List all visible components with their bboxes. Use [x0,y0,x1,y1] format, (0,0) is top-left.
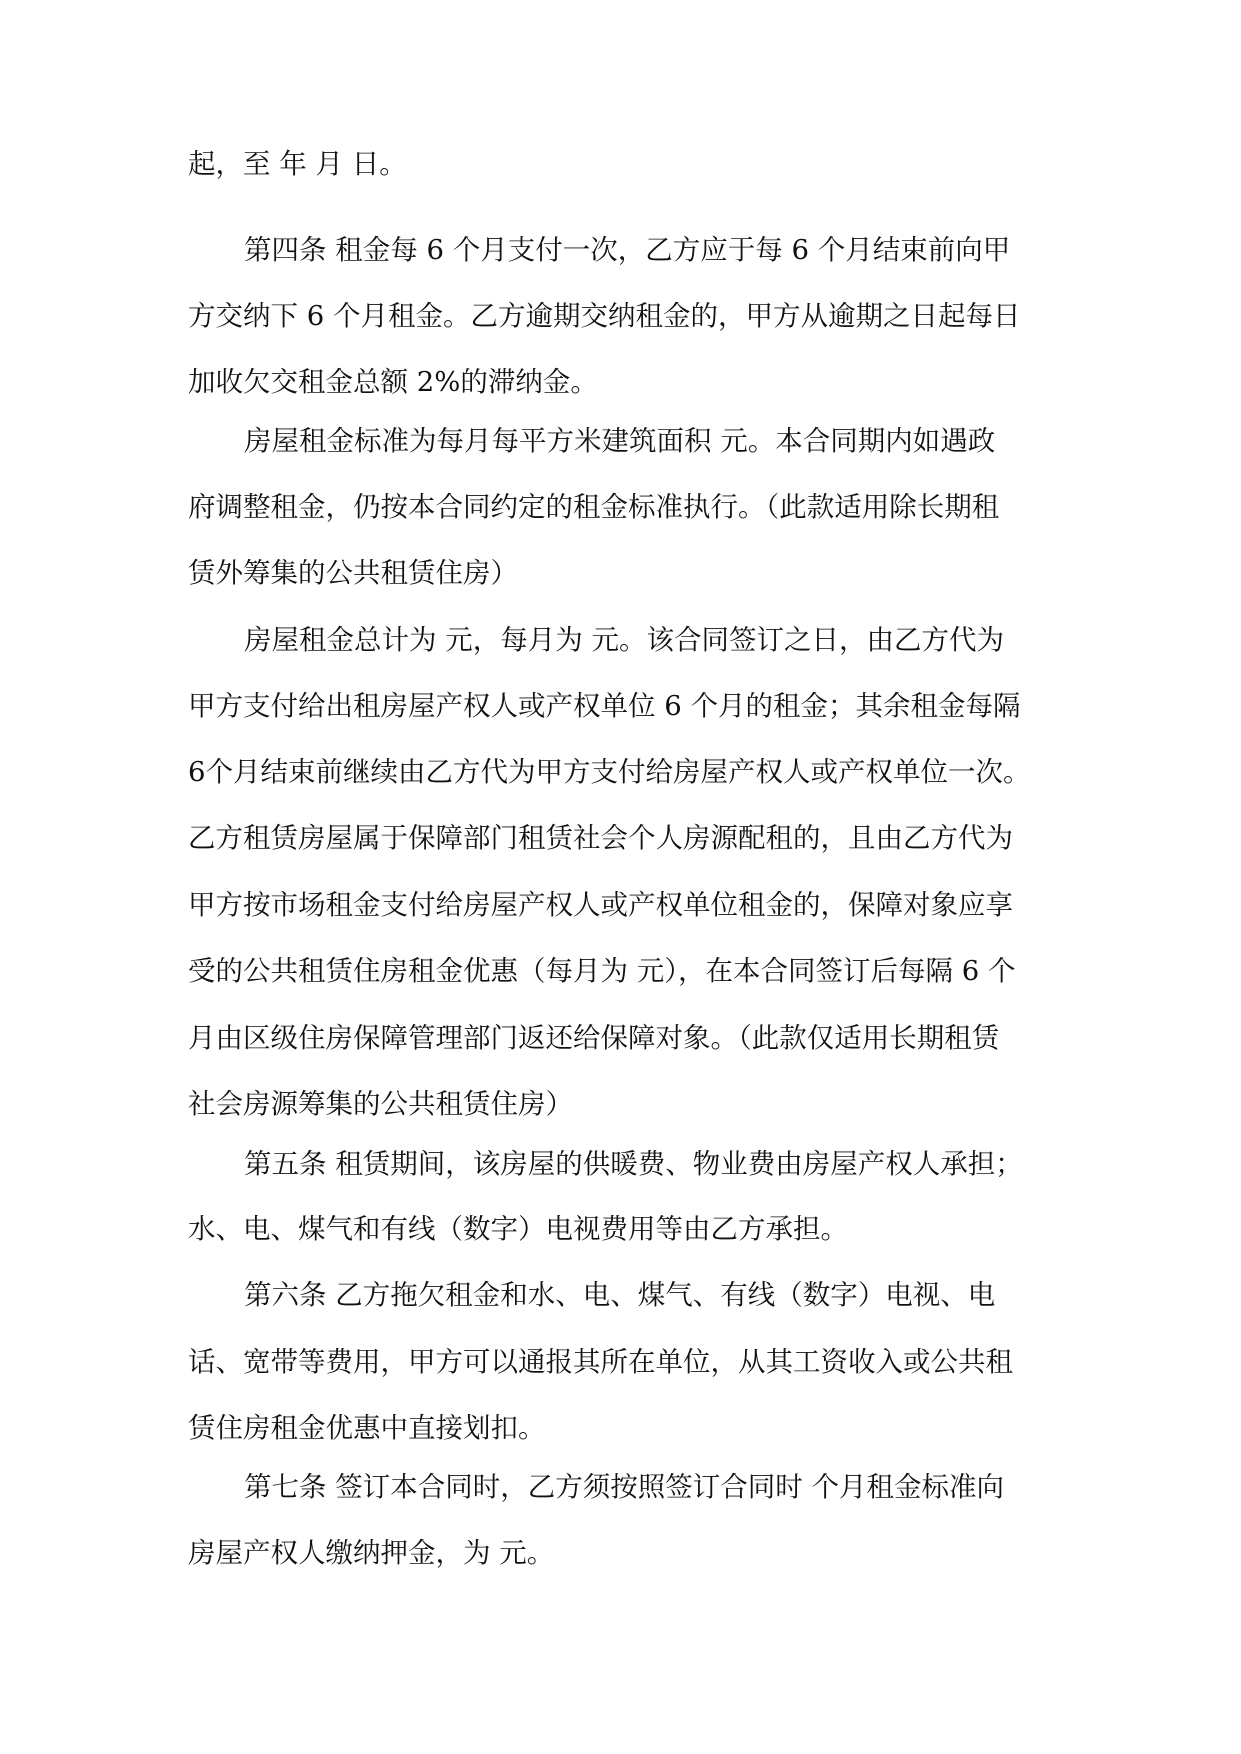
text-line: 加收欠交租金总额 2%的滞纳金。 [188,366,598,398]
text-line: 受的公共租赁住房租金优惠（每月为 元），在本合同签订后每隔 6 个 [188,955,1016,987]
text-line: 房屋产权人缴纳押金，为 元。 [188,1537,555,1569]
text-line: 府调整租金，仍按本合同约定的租金标准执行。（此款适用除长期租 [188,491,1000,523]
text-line: 房屋租金总计为 元，每月为 元。该合同签订之日，由乙方代为 [244,624,1004,656]
text-line: 话、宽带等费用，甲方可以通报其所在单位，从其工资收入或公共租 [188,1346,1013,1378]
text-line: 房屋租金标准为每月每平方米建筑面积 元。本合同期内如遇政 [244,425,996,457]
text-line: 月由区级住房保障管理部门返还给保障对象。（此款仅适用长期租赁 [188,1022,1000,1054]
text-line: 乙方租赁房屋属于保障部门租赁社会个人房源配租的，且由乙方代为 [188,822,1013,854]
text-line: 甲方支付给出租房屋产权人或产权单位 6 个月的租金；其余租金每隔 [188,690,1021,722]
text-line: 赁住房租金优惠中直接划扣。 [188,1412,546,1444]
text-line: 社会房源筹集的公共租赁住房） [188,1088,573,1120]
text-line: 赁外筹集的公共租赁住房） [188,557,518,589]
text-line: 第六条 乙方拖欠租金和水、电、煤气、有线（数字）电视、电 [244,1279,996,1311]
text-line: 方交纳下 6 个月租金。乙方逾期交纳租金的，甲方从逾期之日起每日 [188,300,1021,332]
text-line: 6个月结束前继续由乙方代为甲方支付给房屋产权人或产权单位一次。 [188,756,1031,788]
text-line: 起，至 年 月 日。 [188,148,407,180]
text-line: 甲方按市场租金支付给房屋产权人或产权单位租金的，保障对象应享 [188,889,1013,921]
text-line: 第五条 租赁期间，该房屋的供暖费、物业费由房屋产权人承担； [244,1148,1023,1180]
text-line: 水、电、煤气和有线（数字）电视费用等由乙方承担。 [188,1213,848,1245]
text-line: 第四条 租金每 6 个月支付一次，乙方应于每 6 个月结束前向甲 [244,234,1011,266]
text-line: 第七条 签订本合同时，乙方须按照签订合同时 个月租金标准向 [244,1471,1004,1503]
